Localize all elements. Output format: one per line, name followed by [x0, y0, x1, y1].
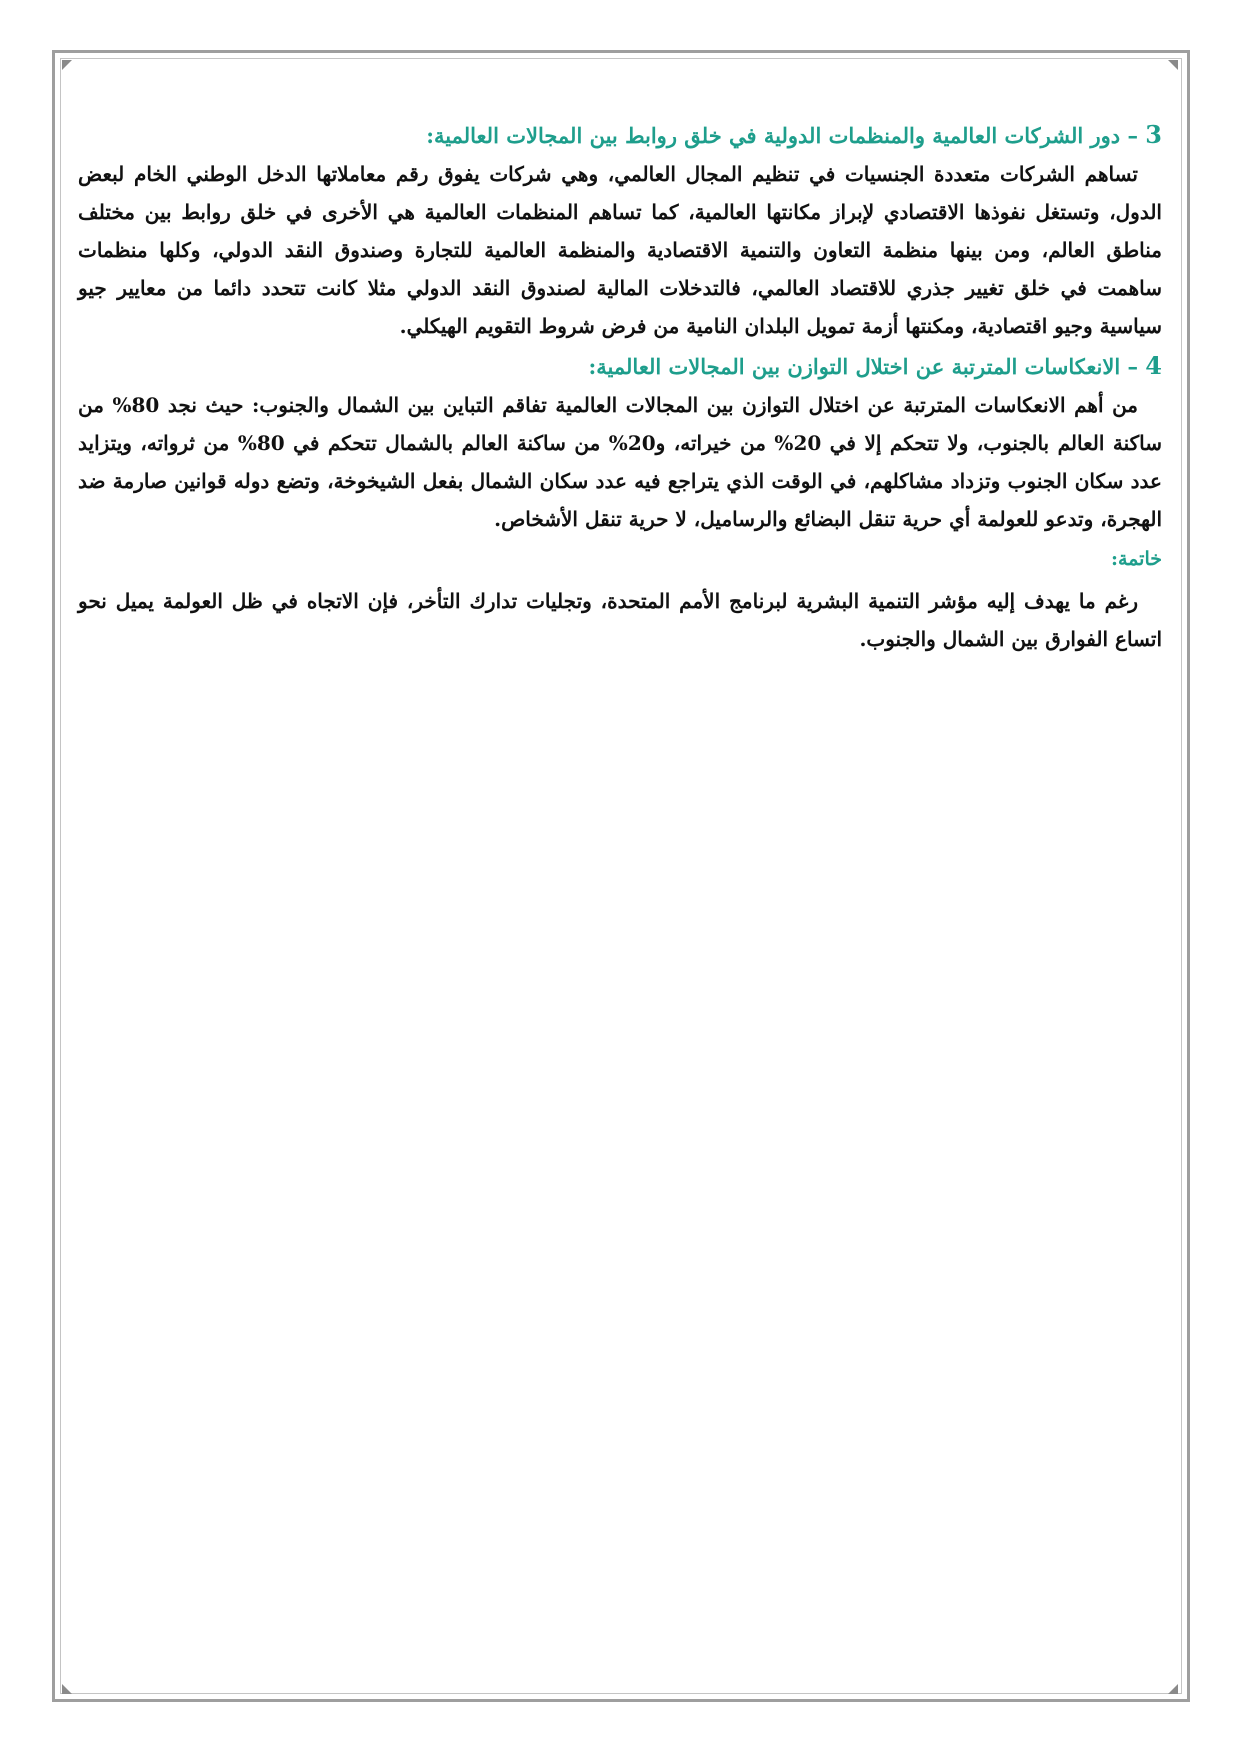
conclusion-heading: خاتمة:: [1110, 548, 1162, 570]
corner-ornament-bottom-right: [1168, 1684, 1178, 1694]
corner-ornament-bottom-left: [62, 1684, 72, 1694]
corner-ornament-top-right: [1168, 60, 1178, 70]
section-4-number: 4: [1145, 351, 1162, 380]
section-3-number: 3: [1145, 120, 1162, 149]
section-4-title: – الانعكاسات المترتبة عن اختلال التوازن بين المجالات العالمية:: [588, 354, 1146, 379]
conclusion-paragraph: رغم ما يهدف إليه مؤشر التنمية البشرية لبرنامج الأمم المتحدة، وتجليات تدارك التأخر، فإن الاتجاه في ظل العولمة يميل نحو اتساع الفوارق بين الشمال والجنوب.: [78, 589, 1162, 651]
section-3-heading: [78, 120, 1162, 151]
section-3-paragraph: تساهم الشركات متعددة الجنسيات في تنظيم المجال العالمي، وهي شركات يفوق رقم معاملاتها الدخل الوطني الخام لبعض الدول، وتستغل نفوذها الاقتصادي لإبراز مكانتها العالمية، كما تساهم المنظمات العالمية هي الأخرى في خلق روابط بين مختلف مناطق العالم، ومن بينها منظمة التعاون والتنمية الاقتصادية والمنظمة العالمية للتجارة وصندوق النقد الدولي، وكلها منظمات ساهمت في خلق تغيير جذري للاقتصاد العالمي، فالتدخلات المالية لصندوق النقد الدولي مثلا كانت تتحدد دائما من معايير جيو سياسية وجيو اقتصادية، ومكنتها أزمة تمويل البلدان النامية من فرض شروط التقويم الهيكلي.: [78, 162, 1163, 338]
section-3-title: – دور الشركات العالمية والمنظمات الدولية في خلق روابط بين المجالات العالمية:: [426, 123, 1146, 148]
document-body: [78, 120, 1162, 664]
section-4-heading: [78, 351, 1162, 382]
section-4-paragraph: من أهم الانعكاسات المترتبة عن اختلال التوازن بين المجالات العالمية تفاقم التباين بين الشمال والجنوب: حيث نجد 80% من ساكنة العالم بالجنوب، ولا تتحكم إلا في 20% من خيراته، و20% من ساكنة العالم بالشمال تتحكم في 80% من ثرواته، ويتزايد عدد سكان الجنوب وتزداد مشاكلهم، في الوقت الذي يتراجع فيه عدد سكان الشمال بفعل الشيخوخة، وتضع دوله قوانين صارمة ضد الهجرة، وتدعو للعولمة أي حرية تنقل البضائع والرساميل، لا حرية تنقل الأشخاص.: [78, 393, 1162, 531]
corner-ornament-top-left: [62, 60, 72, 70]
